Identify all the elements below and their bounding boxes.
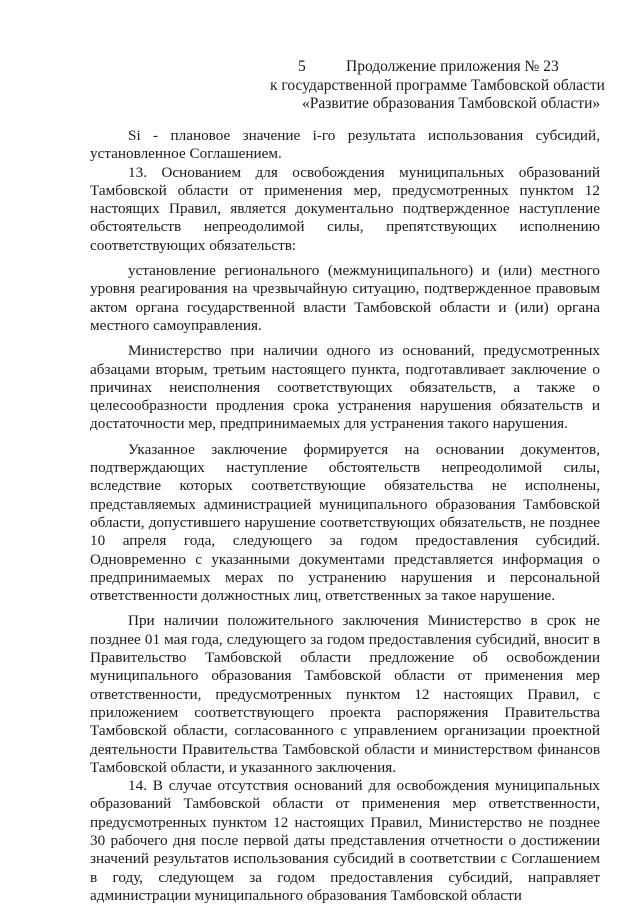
document-body: [90, 127, 600, 905]
paragraph-13-emergency: установление регионального (межмуниципального) и (или) местного уровня реагирования на чрезвычайную ситуацию, подтвержденное правовым актом органа государственной власти Тамбовской области и (или) органа местного самоуправления.: [90, 262, 600, 334]
page-header: [270, 58, 605, 114]
paragraph-13-conclusion-basis: Указанное заключение формируется на основании документов, подтверждающих наступление обстоятельств непреодолимой силы, вследствие которых соответствующие обязательства не исполнены, представляемых администрацией муниципального образования Тамбовской области, допустившего нарушение соответствующих обязательств, не позднее 10 апреля года, следующего за годом предоставления субсидий. Одновременно с указанными документами представляется информация о предпринимаемых мерах по устранению нарушения и персональной ответственности должностных лиц, ответственных за такое нарушение.: [90, 440, 600, 605]
page-number: 5: [298, 58, 306, 75]
header-program-line: к государственной программе Тамбовской области: [270, 76, 605, 94]
paragraph-13-positive-conclusion: При наличии положительного заключения Министерство в срок не позднее 01 мая года, следующего за годом предоставления субсидий, вносит в Правительство Тамбовской области предложение об освобождении муниципального образования Тамбовской области от применения мер ответственности, предусмотренных пунктом 12 настоящих Правил, с приложением соответствующего проекта распоряжения Правительства Тамбовской области, согласованного с управлением организации проектной деятельности Правительства Тамбовской области и министерством финансов Тамбовской области, и указанного заключения.: [90, 612, 600, 776]
paragraph-13: 13. Основанием для освобождения муниципальных образований Тамбовской области от применения мер, предусмотренных пунктом 12 настоящих Правил, является документально подтвержденное наступление обстоятельств непреодолимой силы, препятствующих исполнению соответствующих обязательств:: [90, 163, 600, 254]
header-appendix-line: Продолжение приложения № 23: [346, 58, 559, 75]
paragraph-13-ministry-conclusion: Министерство при наличии одного из оснований, предусмотренных абзацами вторым, третьим настоящего пункта, подготавливает заключение о причинах неисполнения соответствующих обязательств, а также о целесообразности продления срока устранения нарушения обязательств и достаточности мер, предпринимаемых для устранения такого нарушения.: [90, 342, 600, 433]
header-program-title: «Развитие образования Тамбовской области»: [302, 95, 601, 112]
paragraph-si-definition: Si - плановое значение i-го результата использования субсидий, установленное Соглашением.: [90, 127, 600, 163]
paragraph-14: 14. В случае отсутствия оснований для освобождения муниципальных образований Тамбовской области от применения мер ответственности, предусмотренных пунктом 12 настоящих Правил, Министерство не позднее 30 рабочего дня после первой даты представления отчетности о достижении значений результатов использования субсидий в соответствии с Соглашением в году, следующем за годом предоставления субсидий, направляет администрации муниципального образования Тамбовской области: [90, 777, 600, 904]
